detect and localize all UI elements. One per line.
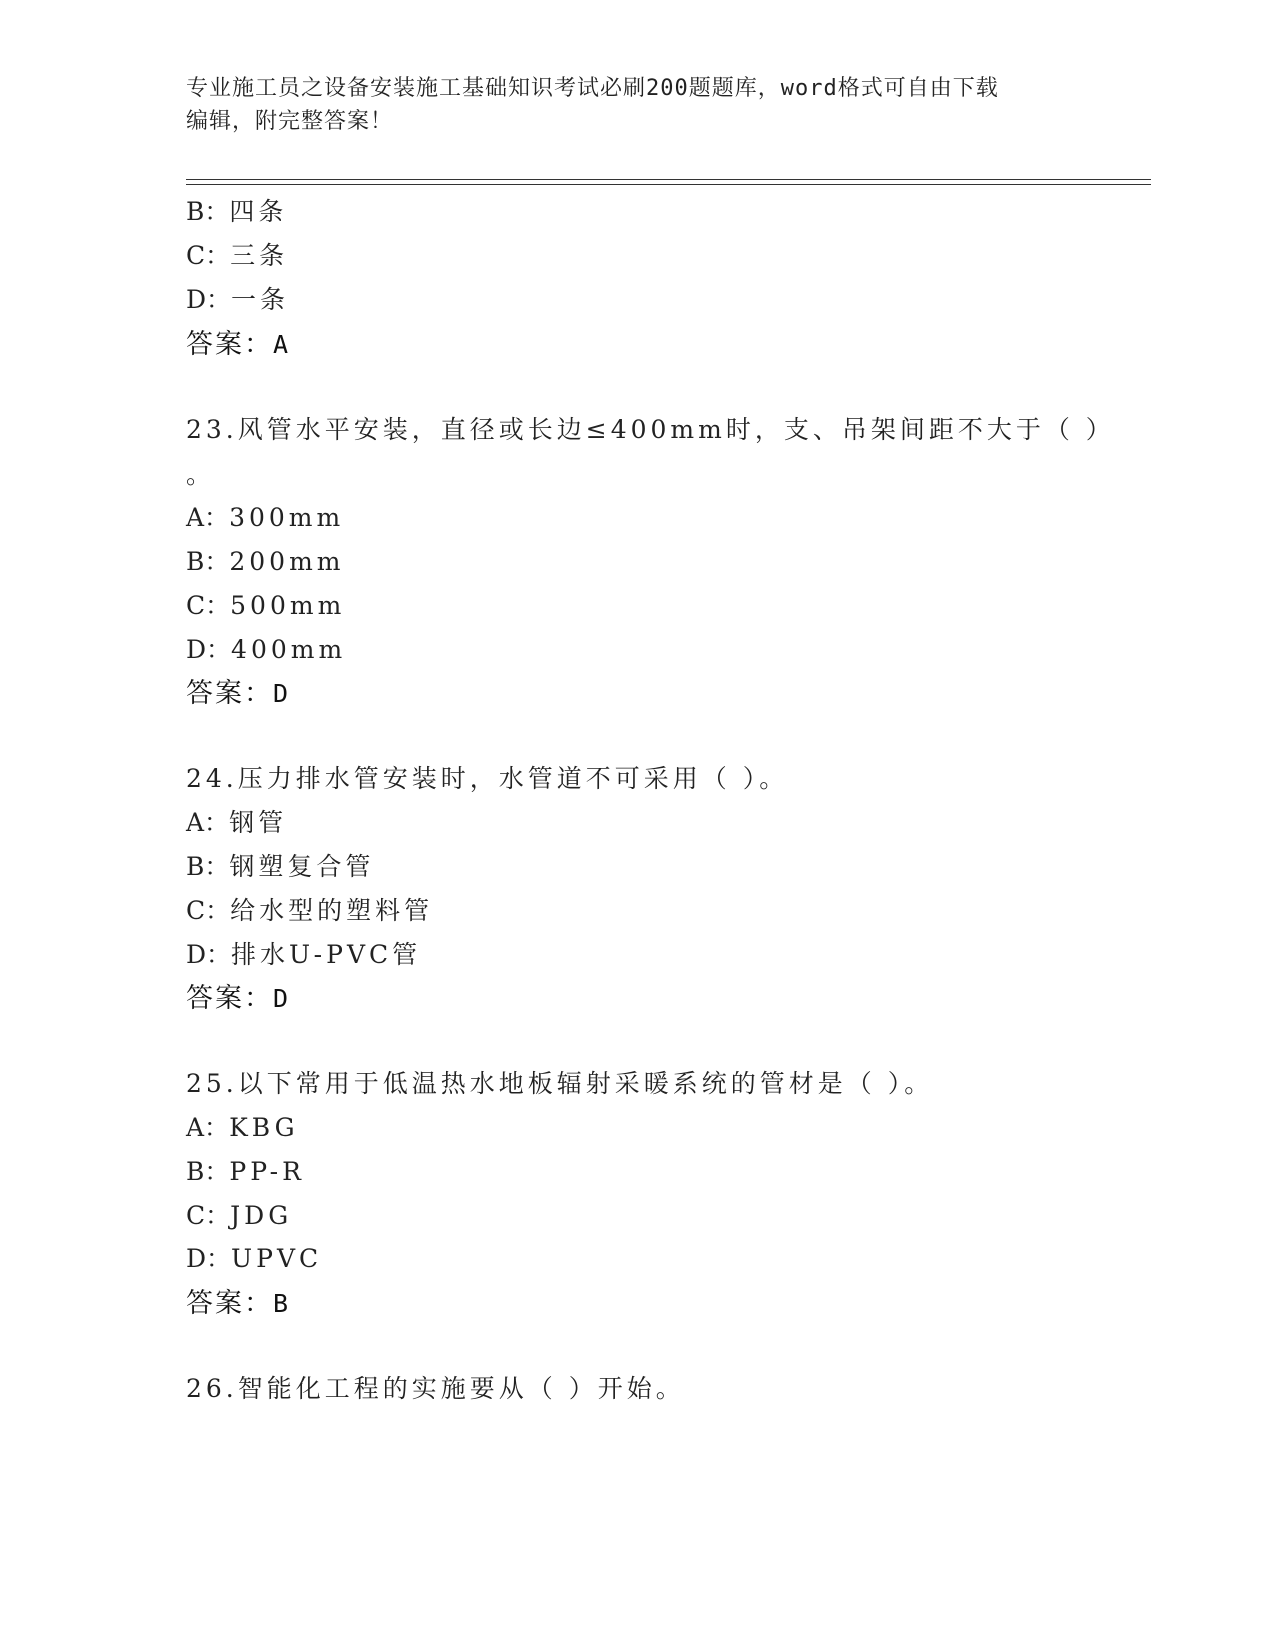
question-25-option-b bbox=[186, 1152, 305, 1188]
question-23-option-d bbox=[186, 630, 346, 666]
answer-label: 答案： bbox=[186, 329, 273, 360]
answer-value: D bbox=[273, 984, 291, 1013]
option-text: PP-R bbox=[229, 1157, 305, 1186]
option-label: C： bbox=[186, 241, 231, 270]
option-text: JDG bbox=[230, 1201, 293, 1230]
option-label: C： bbox=[186, 896, 231, 925]
question-24-option-d bbox=[186, 935, 421, 971]
option-text: 三条 bbox=[230, 241, 289, 270]
question-24-stem: 24.压力排水管安装时，水管道不可采用（ ）。 bbox=[186, 764, 789, 793]
option-label: D： bbox=[186, 940, 232, 969]
header-line-1: 专业施工员之设备安装施工基础知识考试必刷200题题库，word格式可自由下载 bbox=[186, 76, 999, 101]
option-text: KBG bbox=[229, 1113, 299, 1142]
option-label: B： bbox=[186, 1157, 230, 1186]
header-line-2: 编辑，附完整答案！ bbox=[186, 109, 394, 134]
option-label: A： bbox=[186, 1113, 230, 1142]
option-label: A： bbox=[186, 503, 230, 532]
option-label: B： bbox=[186, 547, 230, 576]
question-26-stem: 26.智能化工程的实施要从（ ）开始。 bbox=[186, 1374, 685, 1403]
option-label: D： bbox=[186, 635, 232, 664]
prev-option-c bbox=[186, 236, 288, 272]
option-label: A： bbox=[186, 808, 230, 837]
question-25-option-c bbox=[186, 1196, 292, 1232]
option-text: 300mm bbox=[229, 503, 345, 532]
answer-value: D bbox=[273, 679, 291, 708]
option-label: C： bbox=[186, 1201, 231, 1230]
option-text: 四条 bbox=[229, 197, 288, 226]
prev-option-b bbox=[186, 192, 287, 228]
option-label: D： bbox=[186, 1244, 232, 1273]
question-25-option-d bbox=[186, 1239, 322, 1275]
question-23-option-a bbox=[186, 498, 344, 534]
header-divider-bottom bbox=[186, 184, 1151, 185]
question-24-option-b bbox=[186, 847, 374, 883]
answer-label: 答案： bbox=[186, 1288, 273, 1319]
option-text: 钢塑复合管 bbox=[229, 852, 375, 881]
option-text: 钢管 bbox=[229, 808, 288, 837]
header-divider-top bbox=[186, 179, 1151, 180]
answer-value: A bbox=[273, 330, 291, 359]
option-label: B： bbox=[186, 852, 230, 881]
option-text: 500mm bbox=[230, 591, 346, 620]
option-text: UPVC bbox=[231, 1244, 323, 1273]
question-23-option-c bbox=[186, 586, 345, 622]
answer-label: 答案： bbox=[186, 678, 273, 709]
question-24-answer bbox=[186, 976, 290, 1015]
question-24-option-c bbox=[186, 891, 433, 927]
option-text: 给水型的塑料管 bbox=[230, 896, 434, 925]
prev-answer bbox=[186, 322, 290, 361]
question-25-stem: 25.以下常用于低温热水地板辐射采暖系统的管材是（ ）。 bbox=[186, 1069, 934, 1098]
document-header bbox=[186, 72, 1066, 138]
option-text: 200mm bbox=[229, 547, 345, 576]
question-23-stem: 23.风管水平安装，直径或长边≤400mm时，支、吊架间距不大于（ ） bbox=[186, 415, 1115, 444]
option-text: 排水U-PVC管 bbox=[231, 940, 422, 969]
question-23-answer bbox=[186, 671, 290, 710]
answer-value: B bbox=[273, 1289, 291, 1318]
option-label: B： bbox=[186, 197, 230, 226]
question-24-option-a bbox=[186, 803, 287, 839]
option-label: C： bbox=[186, 591, 231, 620]
prev-option-d bbox=[186, 280, 289, 316]
option-text: 400mm bbox=[231, 635, 347, 664]
option-label: D： bbox=[186, 285, 232, 314]
option-text: 一条 bbox=[231, 285, 290, 314]
question-23-stem-cont: 。 bbox=[186, 460, 216, 489]
question-25-option-a bbox=[186, 1108, 299, 1144]
answer-label: 答案： bbox=[186, 983, 273, 1014]
question-23-option-b bbox=[186, 542, 345, 578]
question-25-answer bbox=[186, 1281, 290, 1320]
